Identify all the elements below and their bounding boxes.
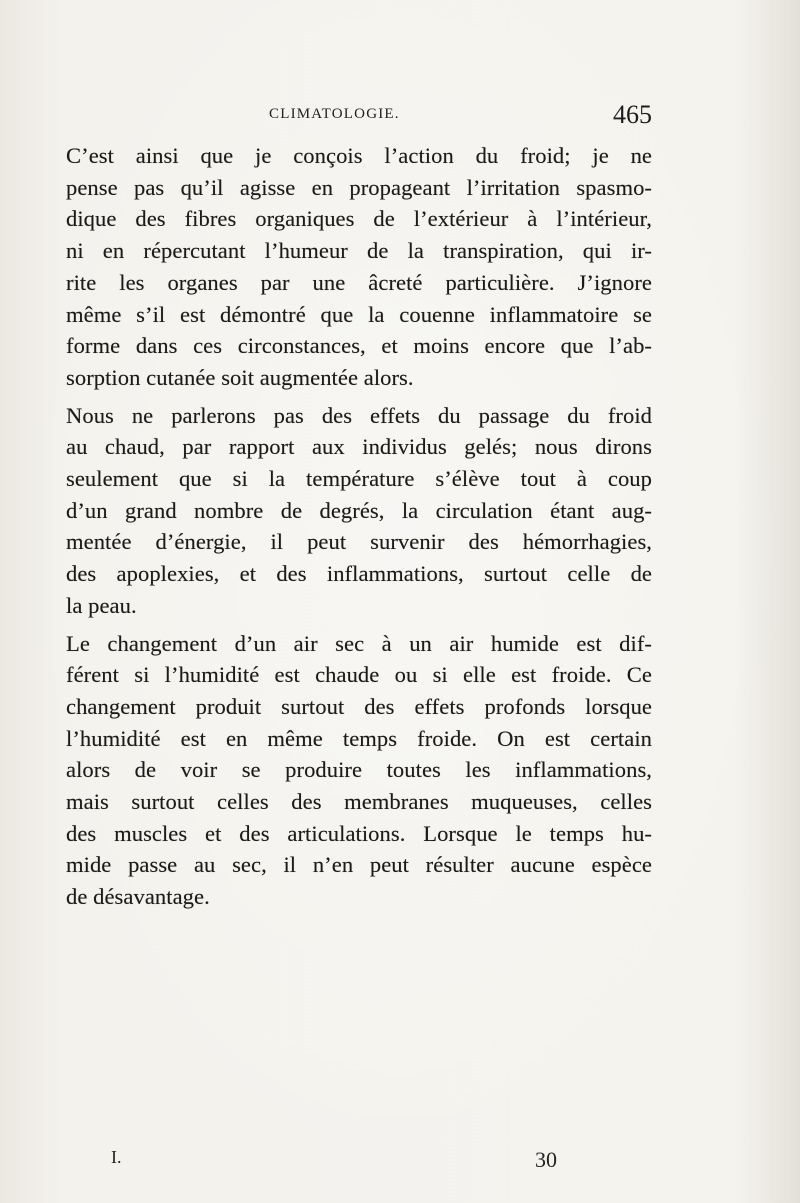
text-line: seulement que si la température s’élève tout à coup <box>66 466 652 492</box>
signature-volume: I. <box>111 1147 122 1167</box>
page-number: 465 <box>613 100 652 129</box>
text-line: des apoplexies, et des inflammations, surtout celle de <box>66 561 652 587</box>
running-head <box>66 100 652 130</box>
running-title: CLIMATOLOGIE. <box>269 106 400 122</box>
text-line: ni en répercutant l’humeur de la transpiration, qui ir- <box>66 238 652 264</box>
text-line: férent si l’humidité est chaude ou si elle est froide. Ce <box>66 662 652 688</box>
text-line: au chaud, par rapport aux individus gelés; nous dirons <box>66 434 652 460</box>
text-line: forme dans ces circonstances, et moins encore que l’ab- <box>66 333 652 359</box>
text-line: de désavantage. <box>66 884 210 910</box>
text-line: mentée d’énergie, il peut survenir des hémorrhagies, <box>66 529 652 555</box>
body-text <box>66 140 652 919</box>
printer-signature <box>66 1147 652 1175</box>
text-line: alors de voir se produire toutes les inflammations, <box>66 757 652 783</box>
paragraph <box>66 628 652 913</box>
text-line: même s’il est démontré que la couenne inflammatoire se <box>66 301 652 327</box>
text-line: l’humidité est en même temps froide. On est certain <box>66 725 652 751</box>
text-line: mais surtout celles des membranes muqueuses, celles <box>66 789 652 815</box>
text-line: changement produit surtout des effets profonds lorsque <box>66 693 652 719</box>
text-line: la peau. <box>66 592 137 618</box>
paragraph <box>66 400 652 622</box>
text-line: sorption cutanée soit augmentée alors. <box>66 364 414 390</box>
text-line: d’un grand nombre de degrés, la circulation étant aug- <box>66 497 652 523</box>
text-line: mide passe au sec, il n’en peut résulter aucune espèce <box>66 852 652 878</box>
paragraph <box>66 140 652 394</box>
text-line: Le changement d’un air sec à un air humide est dif- <box>66 630 652 656</box>
signature-number: 30 <box>535 1147 557 1172</box>
text-line: rite les organes par une âcreté particulière. J’ignore <box>66 269 652 295</box>
text-line: des muscles et des articulations. Lorsque le temps hu- <box>66 820 652 846</box>
text-line: dique des fibres organiques de l’extérieur à l’intérieur, <box>66 206 652 232</box>
text-line: C’est ainsi que je conçois l’action du froid; je ne <box>66 143 652 168</box>
text-line: Nous ne parlerons pas des effets du passage du froid <box>66 402 652 428</box>
text-line: pense pas qu’il agisse en propageant l’irritation spasmo- <box>66 174 652 200</box>
